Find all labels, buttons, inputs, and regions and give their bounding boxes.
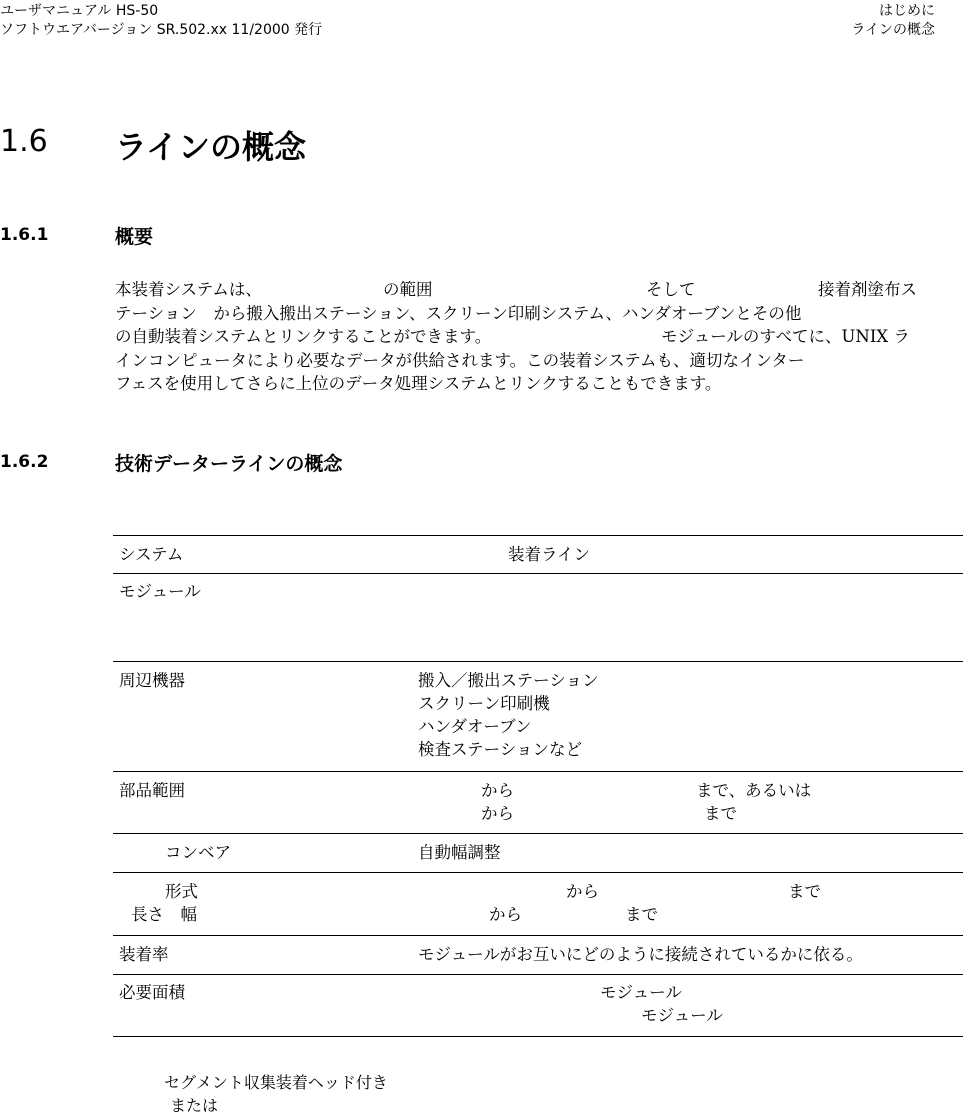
header-manual-title: ユーザマニュアル HS-50 — [0, 3, 159, 19]
header-software-version: ソフトウエアバージョン SR.502.xx 11/2000 発行 — [0, 22, 323, 38]
row-label: 周辺機器 — [119, 671, 185, 690]
table-row-format — [113, 873, 963, 936]
paragraph-line — [115, 325, 950, 349]
paragraph-line: フェスを使用してさらに上位のデータ処理システムとリンクすることもできます。 — [115, 374, 722, 393]
paragraph-line — [115, 278, 950, 302]
table-row-parts-range — [113, 772, 963, 834]
overview-paragraph — [115, 278, 950, 396]
table-row-area — [113, 975, 963, 1037]
subsection-number: 1.6.1 — [0, 225, 49, 245]
table-row-system — [113, 535, 963, 574]
row-label: モジュール — [119, 582, 201, 601]
table-row-conveyor — [113, 834, 963, 873]
row-label: 長さ 幅 — [131, 905, 197, 924]
text-fragment: モジュールのすべてに、UNIX ラ — [661, 327, 910, 346]
row-label: システム — [119, 545, 184, 564]
section-number: 1.6 — [0, 124, 48, 159]
row-label: 形式 — [165, 882, 198, 901]
text-fragment: まで — [625, 905, 658, 924]
text-fragment: まで、あるいは — [696, 781, 812, 800]
row-label: 部品範囲 — [119, 781, 185, 800]
text-fragment: まで — [704, 804, 737, 823]
row-value: モジュールがお互いにどのように接続されているかに依る。 — [418, 945, 863, 964]
row-label: コンベア — [165, 843, 231, 862]
footnote-line: または — [170, 1096, 219, 1115]
paragraph-line: インコンピュータにより必要なデータが供給されます。この装着システムも、適切なインター — [115, 350, 805, 370]
text-fragment: から — [566, 882, 599, 901]
text-fragment: から — [489, 905, 522, 924]
section-title: ラインの概念 — [115, 128, 307, 166]
header-section: ラインの概念 — [851, 22, 935, 38]
list-item: 検査ステーションなど — [418, 740, 583, 759]
text-fragment: の範囲 — [383, 280, 433, 299]
text-fragment: の自動装着システムとリンクすることができます。 — [115, 327, 492, 346]
list-item: ハンダオーブン — [418, 717, 532, 736]
header-chapter: はじめに — [879, 3, 935, 19]
table-row-module — [113, 574, 963, 662]
row-value: 自動幅調整 — [418, 843, 501, 862]
row-label: 装着率 — [119, 945, 169, 964]
subsection-title: 技術データーラインの概念 — [115, 453, 343, 475]
text-fragment: 本装着システムは、 — [115, 280, 262, 299]
footnote-line: セグメント収集装着ヘッド付き — [164, 1073, 388, 1092]
text-fragment: モジュール — [600, 983, 682, 1002]
list-item: スクリーン印刷機 — [418, 694, 550, 713]
text-fragment: 接着剤塗布ス — [818, 280, 917, 299]
list-item: 搬入／搬出ステーション — [418, 671, 599, 690]
text-fragment: から — [481, 781, 514, 800]
footnotes — [164, 1071, 388, 1117]
paragraph-line: テーション から搬入搬出ステーション、スクリーン印刷システム、ハンダオーブンとその他 — [115, 303, 802, 323]
subsection-number: 1.6.2 — [0, 452, 49, 472]
technical-data-table — [113, 535, 963, 1037]
text-fragment: モジュール — [641, 1006, 723, 1025]
table-row-placement-rate — [113, 936, 963, 975]
row-label: 必要面積 — [119, 983, 185, 1002]
text-fragment: から — [481, 804, 514, 823]
text-fragment: そして — [646, 280, 696, 299]
table-row-peripherals — [113, 662, 963, 772]
text-fragment: まで — [788, 882, 821, 901]
subsection-title: 概要 — [115, 226, 154, 248]
row-value: 装着ライン — [508, 545, 591, 564]
